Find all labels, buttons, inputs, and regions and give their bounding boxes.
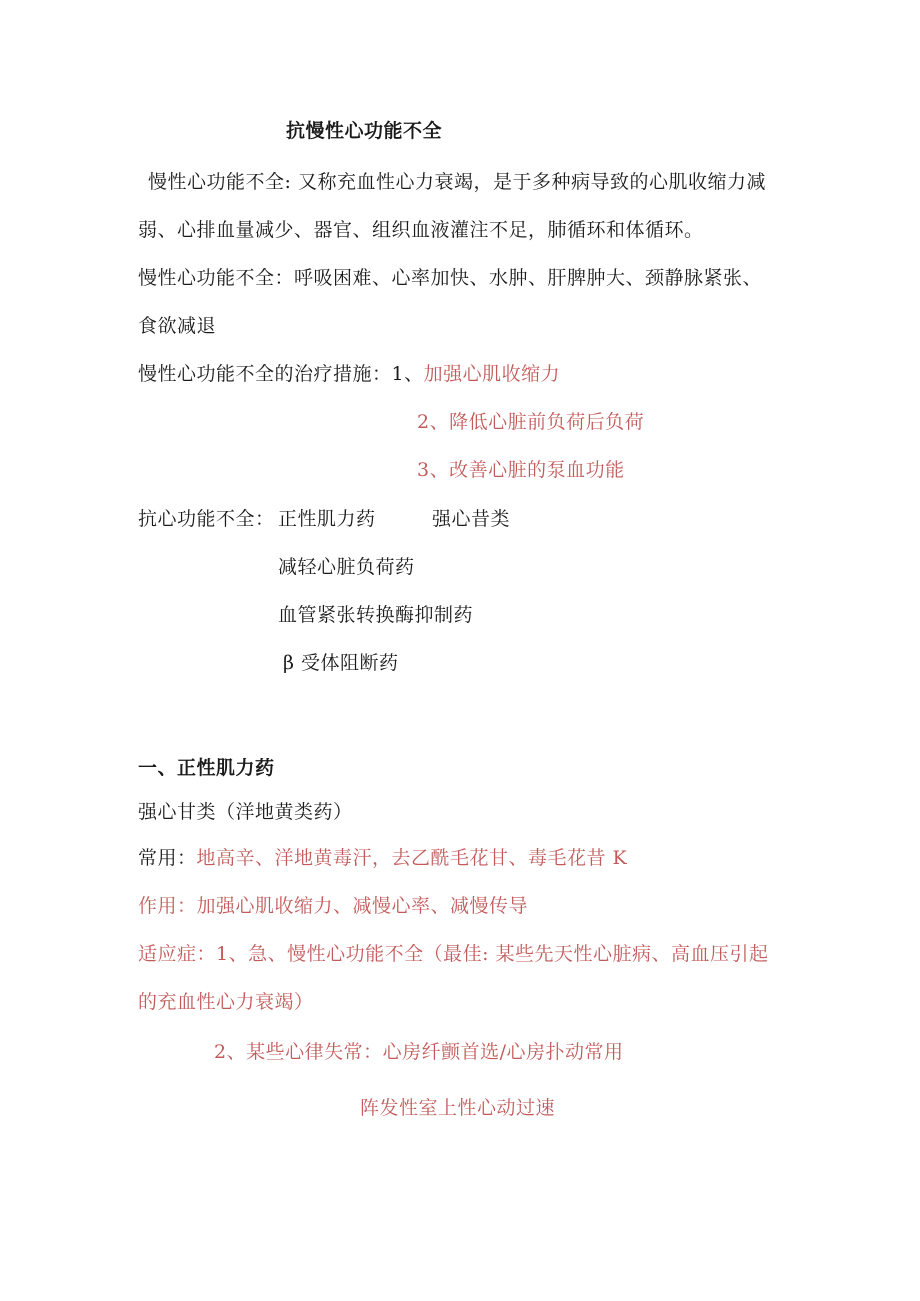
indication-item-2-sub: 阵发性室上性心动过速 [360, 1097, 556, 1119]
treatment-label: 慢性心功能不全的治疗措施：1、 [138, 363, 424, 385]
page-title: 抗慢性心功能不全 [286, 120, 443, 142]
common-value: 地高辛、洋地黄毒汗，去乙酰毛花甘、毒毛花昔 K [196, 847, 628, 869]
treatment-item-1: 加强心肌收缩力 [423, 363, 561, 385]
drugs-label: 抗心功能不全： [138, 508, 275, 530]
intro-line-1: 慢性心功能不全: 又称充血性心力衰竭，是于多种病导致的心肌收缩力减 [148, 171, 766, 193]
indication-line-1: 适应症：1、急、慢性心功能不全（最佳: 某些先天性心脏病、高血压引起 [138, 943, 769, 965]
symptoms-line-2: 食欲减退 [138, 315, 217, 337]
treatment-line [138, 362, 560, 386]
drugs-item-4: β 受体阻断药 [283, 652, 399, 674]
intro-line-2: 弱、心排血量减少、器官、组织血液灌注不足，肺循环和体循环。 [138, 219, 704, 241]
indication-line-2: 的充血性心力衰竭） [138, 991, 314, 1013]
symptoms-line-1: 慢性心功能不全：呼吸困难、心率加快、水肿、肝脾肿大、颈静脉紧张、 [138, 267, 763, 289]
common-label: 常用： [138, 847, 197, 869]
treatment-item-2: 2、降低心脏前负荷后负荷 [417, 411, 645, 433]
drugs-item-1-sub: 强心昔类 [432, 508, 511, 530]
effect-line: 作用：加强心肌收缩力、减慢心率、减慢传导 [138, 895, 529, 917]
section-heading: 一、正性肌力药 [138, 757, 275, 779]
drugs-item-2: 减轻心脏负荷药 [278, 556, 415, 578]
indication-item-2: 2、某些心律失常：心房纤颤首选/心房扑动常用 [214, 1041, 624, 1063]
drugs-item-3: 血管紧张转换酶抑制药 [278, 604, 474, 626]
section-subheading: 强心甘类（洋地黄类药） [138, 801, 353, 823]
treatment-item-3: 3、改善心脏的泵血功能 [417, 459, 625, 481]
drugs-item-1: 正性肌力药 [278, 508, 376, 530]
common-line [138, 846, 627, 870]
